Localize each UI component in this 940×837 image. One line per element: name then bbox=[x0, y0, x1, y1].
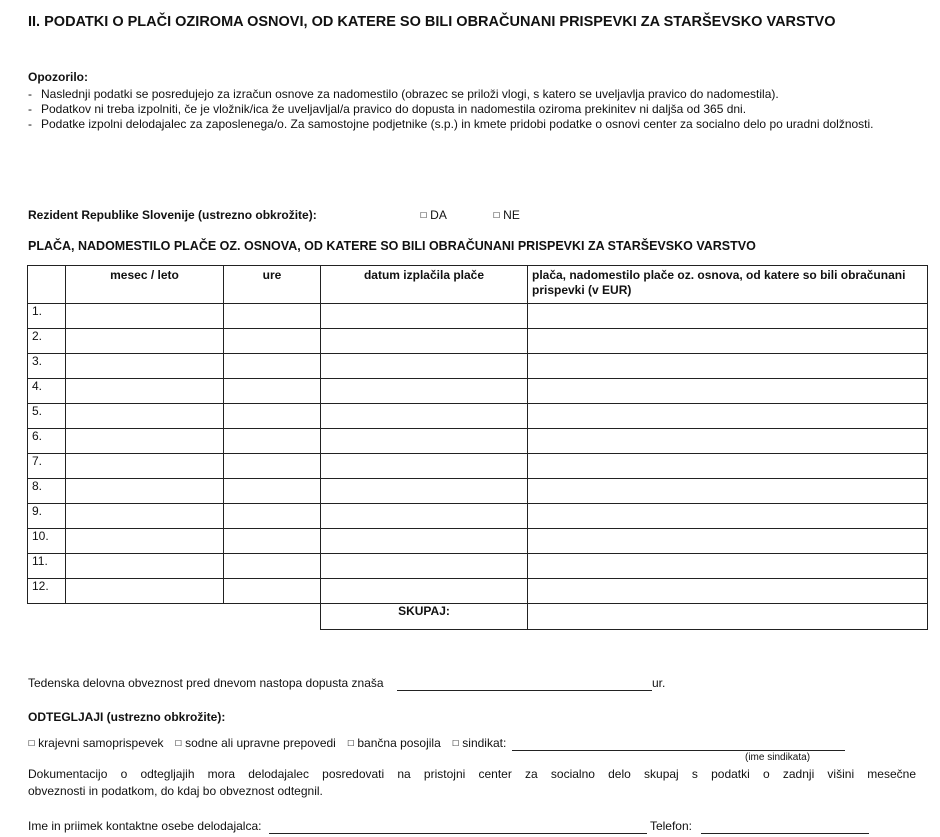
amount-cell[interactable] bbox=[528, 579, 928, 604]
row-number: 2. bbox=[28, 329, 66, 354]
pay-date-cell[interactable] bbox=[321, 554, 528, 579]
row-number: 8. bbox=[28, 479, 66, 504]
warning-text: Podatkov ni treba izpolniti, če je vložnik/ica že uveljavljal/a pravico do dopusta in nadomestila oziroma prekinitev ni daljša od 365 dni. bbox=[41, 102, 747, 116]
month-cell[interactable] bbox=[66, 579, 224, 604]
row-number: 3. bbox=[28, 354, 66, 379]
deduction-option-posojila[interactable] bbox=[347, 736, 441, 750]
hours-cell[interactable] bbox=[224, 354, 321, 379]
month-cell[interactable] bbox=[66, 404, 224, 429]
checkbox-icon: ☐ bbox=[493, 211, 501, 220]
col-header bbox=[28, 266, 66, 304]
amount-cell[interactable] bbox=[528, 379, 928, 404]
resident-no-option[interactable] bbox=[493, 208, 520, 222]
row-number: 10. bbox=[28, 529, 66, 554]
table-header-row bbox=[28, 266, 928, 304]
weekly-hours-row bbox=[28, 676, 908, 691]
resident-yes-label: DA bbox=[430, 208, 447, 222]
table-row bbox=[28, 529, 928, 554]
resident-no-label: NE bbox=[503, 208, 520, 222]
month-cell[interactable] bbox=[66, 454, 224, 479]
total-label: SKUPAJ: bbox=[321, 604, 528, 630]
pay-date-cell[interactable] bbox=[321, 404, 528, 429]
warning-list bbox=[28, 87, 908, 132]
amount-cell[interactable] bbox=[528, 554, 928, 579]
deduction-option-samoprispevek[interactable] bbox=[28, 736, 164, 750]
deduction-option-sindikat[interactable] bbox=[452, 736, 506, 750]
warning-text: Podatke izpolni delodajalec za zaposlenega/o. Za samostojne podjetnike (s.p.) in kmete pridobi podatke o osnovi center za socialno delo po uradni dolžnosti. bbox=[41, 117, 874, 131]
contact-row bbox=[28, 819, 918, 834]
checkbox-icon: ☐ bbox=[347, 739, 355, 748]
warning-item: - Naslednji podatki se posredujejo za izračun osnove za nadomestilo (obrazec se priloži vlogi, s katero se uveljavlja pravico do nadomestila). bbox=[28, 87, 779, 101]
hours-cell[interactable] bbox=[224, 454, 321, 479]
amount-cell[interactable] bbox=[528, 504, 928, 529]
contact-name-input[interactable] bbox=[269, 819, 647, 834]
month-cell[interactable] bbox=[66, 429, 224, 454]
pay-date-cell[interactable] bbox=[321, 379, 528, 404]
total-amount-cell[interactable] bbox=[528, 604, 928, 630]
table-row bbox=[28, 479, 928, 504]
weekly-hours-label: Tedenska delovna obveznost pred dnevom nastopa dopusta znaša bbox=[28, 676, 384, 690]
row-number: 9. bbox=[28, 504, 66, 529]
union-name-hint: (ime sindikata) bbox=[745, 752, 811, 763]
amount-cell[interactable] bbox=[528, 354, 928, 379]
hours-cell[interactable] bbox=[224, 504, 321, 529]
deduction-label: bančna posojila bbox=[357, 736, 441, 750]
resident-yes-option[interactable] bbox=[420, 208, 447, 222]
table-row bbox=[28, 429, 928, 454]
table-title: PLAČA, NADOMESTILO PLAČE OZ. OSNOVA, OD KATERE SO BILI OBRAČUNANI PRISPEVKI ZA STARŠEVSKO VARSTVO bbox=[28, 239, 756, 253]
amount-cell[interactable] bbox=[528, 404, 928, 429]
contact-phone-input[interactable] bbox=[701, 819, 869, 834]
table-row bbox=[28, 504, 928, 529]
table-row bbox=[28, 579, 928, 604]
col-header-month: mesec / leto bbox=[66, 266, 224, 304]
hours-cell[interactable] bbox=[224, 404, 321, 429]
deduction-label: krajevni samoprispevek bbox=[38, 736, 164, 750]
month-cell[interactable] bbox=[66, 504, 224, 529]
row-number: 1. bbox=[28, 304, 66, 329]
pay-date-cell[interactable] bbox=[321, 479, 528, 504]
union-name-input[interactable] bbox=[512, 736, 845, 751]
row-number: 5. bbox=[28, 404, 66, 429]
hours-cell[interactable] bbox=[224, 304, 321, 329]
total-row-spacer bbox=[28, 604, 321, 630]
amount-cell[interactable] bbox=[528, 329, 928, 354]
month-cell[interactable] bbox=[66, 354, 224, 379]
checkbox-icon: ☐ bbox=[174, 739, 183, 748]
month-cell[interactable] bbox=[66, 479, 224, 504]
col-header-amount: plača, nadomestilo plače oz. osnova, od katere so bili obračunani prispevki (v EUR) bbox=[528, 266, 928, 304]
deductions-note-line2: obveznosti in podatkom, do kdaj bo obveznost odtegnil. bbox=[28, 784, 323, 798]
deductions-note-line1: Dokumentacijo o odtegljajih mora delodajalec posredovati na pristojni center za socialno delo skupaj s podatki o zadnji višini mesečne bbox=[28, 767, 916, 781]
month-cell[interactable] bbox=[66, 304, 224, 329]
pay-date-cell[interactable] bbox=[321, 529, 528, 554]
col-header-hours: ure bbox=[224, 266, 321, 304]
row-number: 11. bbox=[28, 554, 66, 579]
deduction-option-prepovedi[interactable] bbox=[175, 736, 336, 750]
pay-date-cell[interactable] bbox=[321, 454, 528, 479]
checkbox-icon: ☐ bbox=[28, 739, 36, 748]
warning-text: Naslednji podatki se posredujejo za izračun osnove za nadomestilo (obrazec se priloži vlogi, s katero se uveljavlja pravico do nadomestila). bbox=[41, 87, 779, 101]
amount-cell[interactable] bbox=[528, 529, 928, 554]
amount-cell[interactable] bbox=[528, 429, 928, 454]
amount-cell[interactable] bbox=[528, 479, 928, 504]
hours-cell[interactable] bbox=[224, 329, 321, 354]
pay-date-cell[interactable] bbox=[321, 504, 528, 529]
month-cell[interactable] bbox=[66, 554, 224, 579]
checkbox-icon: ☐ bbox=[452, 739, 460, 748]
row-number: 7. bbox=[28, 454, 66, 479]
total-row bbox=[28, 604, 928, 630]
hours-cell[interactable] bbox=[224, 529, 321, 554]
table-row bbox=[28, 379, 928, 404]
contact-phone-label: Telefon: bbox=[649, 819, 692, 833]
hours-cell[interactable] bbox=[224, 579, 321, 604]
warning-title: Opozorilo: bbox=[28, 70, 88, 84]
month-cell[interactable] bbox=[66, 329, 224, 354]
deduction-label: sindikat: bbox=[462, 736, 507, 750]
weekly-hours-input[interactable] bbox=[397, 676, 652, 691]
deductions-title: ODTEGLJAJI (ustrezno obkrožite): bbox=[28, 710, 226, 724]
table-row bbox=[28, 554, 928, 579]
warning-item: - Podatkov ni treba izpolniti, če je vložnik/ica že uveljavljal/a pravico do dopusta in nadomestila oziroma prekinitev ni daljša od 365 dni. bbox=[28, 102, 747, 116]
deduction-label: sodne ali upravne prepovedi bbox=[185, 736, 336, 750]
table-row bbox=[28, 304, 928, 329]
warning-item: - Podatke izpolni delodajalec za zaposlenega/o. Za samostojne podjetnike (s.p.) in kmete pridobi podatke o osnovi center za socialno delo po uradni dolžnosti. bbox=[28, 117, 874, 131]
hours-cell[interactable] bbox=[224, 554, 321, 579]
checkbox-icon: ☐ bbox=[420, 211, 428, 220]
month-cell[interactable] bbox=[66, 379, 224, 404]
row-number: 12. bbox=[28, 579, 66, 604]
section-title: II. PODATKI O PLAČI OZIROMA OSNOVI, OD KATERE SO BILI OBRAČUNANI PRISPEVKI ZA STARŠEVSKO VARSTVO bbox=[28, 14, 836, 30]
row-number: 6. bbox=[28, 429, 66, 454]
pay-date-cell[interactable] bbox=[321, 579, 528, 604]
pay-date-cell[interactable] bbox=[321, 304, 528, 329]
hours-cell[interactable] bbox=[224, 479, 321, 504]
table-row bbox=[28, 404, 928, 429]
deductions-options bbox=[28, 736, 918, 751]
hours-cell[interactable] bbox=[224, 379, 321, 404]
table-row bbox=[28, 454, 928, 479]
table-row bbox=[28, 329, 928, 354]
col-header-pay-date: datum izplačila plače bbox=[321, 266, 528, 304]
table-row bbox=[28, 354, 928, 379]
contact-name-label: Ime in priimek kontaktne osebe delodajalca: bbox=[28, 819, 262, 833]
amount-cell[interactable] bbox=[528, 304, 928, 329]
salary-table bbox=[27, 265, 928, 630]
pay-date-cell[interactable] bbox=[321, 354, 528, 379]
month-cell[interactable] bbox=[66, 529, 224, 554]
amount-cell[interactable] bbox=[528, 454, 928, 479]
row-number: 4. bbox=[28, 379, 66, 404]
pay-date-cell[interactable] bbox=[321, 329, 528, 354]
resident-label: Rezident Republike Slovenije (ustrezno obkrožite): bbox=[28, 208, 317, 222]
weekly-hours-unit: ur. bbox=[651, 676, 666, 690]
hours-cell[interactable] bbox=[224, 429, 321, 454]
pay-date-cell[interactable] bbox=[321, 429, 528, 454]
